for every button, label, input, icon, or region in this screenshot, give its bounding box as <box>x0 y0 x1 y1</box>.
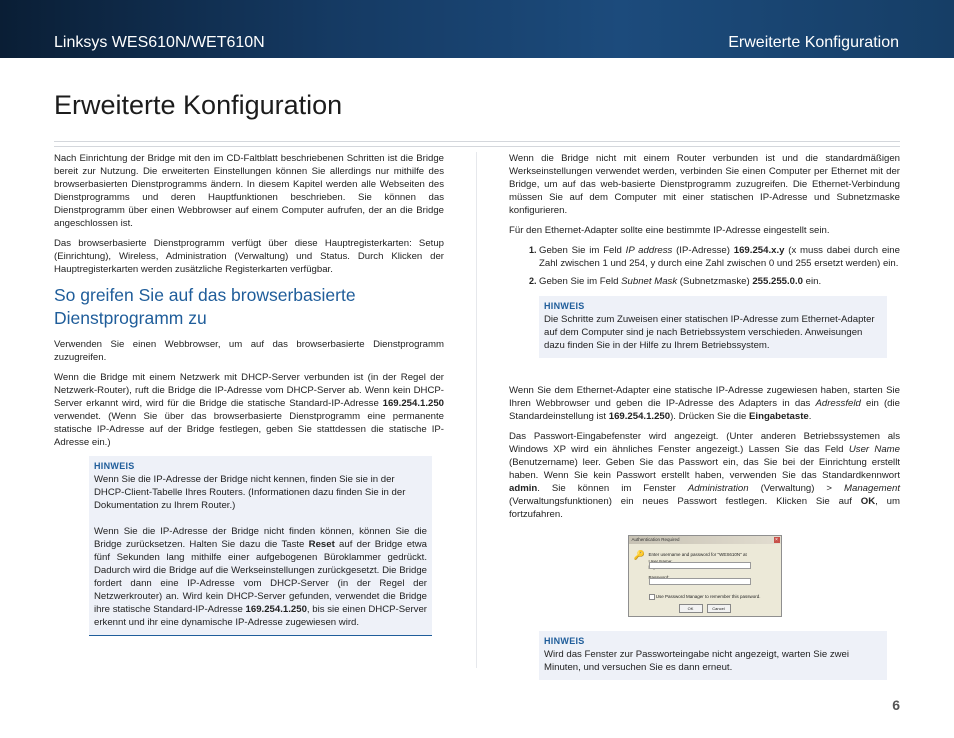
dialog-title: Authentication Required <box>631 537 680 542</box>
section-name: Erweiterte Konfiguration <box>728 34 899 51</box>
browser-paragraph: Wenn Sie dem Ethernet-Adapter eine statische IP-Adresse zugewiesen haben, starten Sie Ihren Webbrowser und geben die IP-Adresse des Adapters in das Adressfeld ein (die Standardeinstellung ist 169.254.1.250). Drücken Sie die Eingabetaste. <box>509 385 900 422</box>
note-title: HINWEIS <box>94 461 135 471</box>
default-ip: 169.254.1.250 <box>382 398 444 409</box>
note-text-1: Wenn Sie die IP-Adresse der Bridge nicht kennen, finden Sie sie in der DHCP-Client-Tabelle Ihres Routers. (Informationen dazu finden Sie in der Dokumentation zu Ihrem Router.) <box>94 474 406 511</box>
dialog-prompt: Enter username and password for "WES610N" at <box>648 552 747 557</box>
auth-dialog-screenshot <box>628 535 782 617</box>
key-icon: 🔑 <box>633 550 645 560</box>
ethernet-paragraph: Wenn die Bridge nicht mit einem Router verbunden ist und die standardmäßigen Werkseinstellungen verwendet werden, verbinden Sie einen Computer per Ethernet mit der Bridge, um auf das web-basierte Dienstprogramm zuzugreifen. Die Ethernet-Verbindung müssen Sie auf dem Computer mit einer statischen IP-Adresse und Subnetzmaske konfigurieren. <box>509 153 900 216</box>
note-title: HINWEIS <box>544 301 585 311</box>
page-title: Erweiterte Konfiguration <box>54 90 343 120</box>
access-paragraph-1: Verwenden Sie einen Webbrowser, um auf das browserbasierte Dienstprogramm zuzugreifen. <box>54 339 444 363</box>
product-name: Linksys WES610N/WET610N <box>54 34 265 51</box>
note-default-ip: 169.254.1.250 <box>245 604 307 615</box>
password-paragraph: Das Passwort-Eingabefenster wird angezeigt. (Unter anderen Betriebssystemen als Windows XP wird ein ähnliches Fenster angezeigt.) Lassen Sie das Feld User Name (Benutzername) leer. Geben Sie das Passwort ein, das Sie bei der Einrichtung erstellt haben. Wenn Sie kein Passwort erstellt haben, verwenden Sie das Standardkennwort admin. Sie können im Fenster Administration (Verwaltung) > Management (Verwaltungsfunktionen) ein neues Passwort festlegen. Klicken Sie auf OK, um fortzufahren. <box>509 431 901 520</box>
reset-key: Reset <box>308 539 335 550</box>
intro-paragraph-2: Das browserbasierte Dienstprogramm verfügt über diese Hauptregisterkarten: Setup (Einrichtung), Wireless, Administration (Verwaltung) und Status. Durch Klicken der Hauptregisterkarten werden zusätzliche Registerkarten verfügbar. <box>54 238 444 275</box>
page-number: 6 <box>892 697 900 713</box>
steps-list <box>509 244 900 288</box>
note-text: Die Schritte zum Zuweisen einer statischen IP-Adresse zum Ethernet-Adapter auf dem Computer sind je nach Betriebssystem verschieden. Anweisungen dazu finden Sie in der Hilfe zu Ihrem Betriebssystem. <box>544 314 875 351</box>
dialog-cancel-button: Cancel <box>707 604 731 613</box>
note-text: Wird das Fenster zur Passworteingabe nicht angezeigt, warten Sie zwei Minuten, und versuchen Sie es dann erneut. <box>544 649 850 673</box>
password-field <box>649 578 751 585</box>
intro-paragraph-1: Nach Einrichtung der Bridge mit den im CD-Faltblatt beschriebenen Schritten ist die Bridge bereit zur Nutzung. Die erweiterten Einstellungen können Sie allerdings nur mithilfe des browserbasierten Dienstprogramms ändern. In diesem Kapitel werden alle Webseiten des Dienstprogramms und deren Hauptfunktionen beschrieben. Sie können das Dienstprogramm über einen Webbrowser auf einem Computer aufrufen, der an die Bridge angeschlossen ist. <box>54 153 444 229</box>
adapter-paragraph: Für den Ethernet-Adapter sollte eine bestimmte IP-Adresse eingestellt sein. <box>509 225 830 236</box>
access-paragraph-2: Wenn die Bridge mit einem Netzwerk mit DHCP-Server verbunden ist (in der Regel der Netzwerk-Router), ruft die Bridge die IP-Adresse vom DHCP-Server ab. Wenn kein DHCP-Server erkannt wird, wird für die Bridge die statische Standard-IP-Adresse 169.254.1.250 verwendet. (Wenn Sie über das browserbasierte Dienstprogramm eine permanente statische IP-Adresse auf der Bridge festlegen, geben Sie stattdessen die statische IP-Adresse ein.) <box>54 372 444 448</box>
column-divider <box>476 152 477 668</box>
user-name-field <box>649 562 751 569</box>
title-rule-bottom <box>54 146 900 147</box>
title-rule-top <box>54 141 900 142</box>
note-box-os <box>539 296 887 358</box>
page-header <box>0 0 954 58</box>
section-heading: So greifen Sie auf das browserbasierte Dienstprogramm zu <box>54 285 356 328</box>
note-text-2: Wenn Sie die IP-Adresse der Bridge nicht finden können, können Sie die Bridge zurücksetzen. Halten Sie dazu die Taste Reset auf der Bridge etwa fünf Sekunden lang mithilfe einer aufgebogenen Büroklammer gedrückt. Dadurch wird die Bridge auf die Werkseinstellungen zurückgesetzt. Die Bridge fordert dann eine IP-Adresse vom DHCP-Server (in der Regel der Netzwerkrouter) an. Wird kein DHCP-Server gefunden, verwendet die Bridge ihre statische Standard-IP-Adresse 169.254.1.250, bis sie einen DHCP-Server erkennt und ihr eine dynamische IP-Adresse zugewiesen wird. <box>94 526 427 628</box>
step-subnet-mask: 2. Geben Sie im Feld Subnet Mask (Subnetzmaske) 255.255.0.0 ein. <box>539 275 900 288</box>
remember-password-checkbox: Use Password Manager to remember this password. <box>649 590 761 603</box>
dialog-ok-button: OK <box>679 604 703 613</box>
right-column <box>509 152 900 680</box>
note-title: HINWEIS <box>544 636 585 646</box>
step-ip-address: 1. Geben Sie im Feld IP address (IP-Adresse) 169.254.x.y (x muss dabei durch eine Zahl zwischen 1 und 254, y durch eine Zahl zwischen 0 und 255 ersetzt werden) ein. <box>539 244 900 270</box>
note-box-timeout <box>539 631 887 680</box>
note-box-ip <box>89 456 432 636</box>
dialog-titlebar <box>629 536 781 544</box>
left-column <box>54 152 444 636</box>
close-icon: × <box>775 537 778 543</box>
